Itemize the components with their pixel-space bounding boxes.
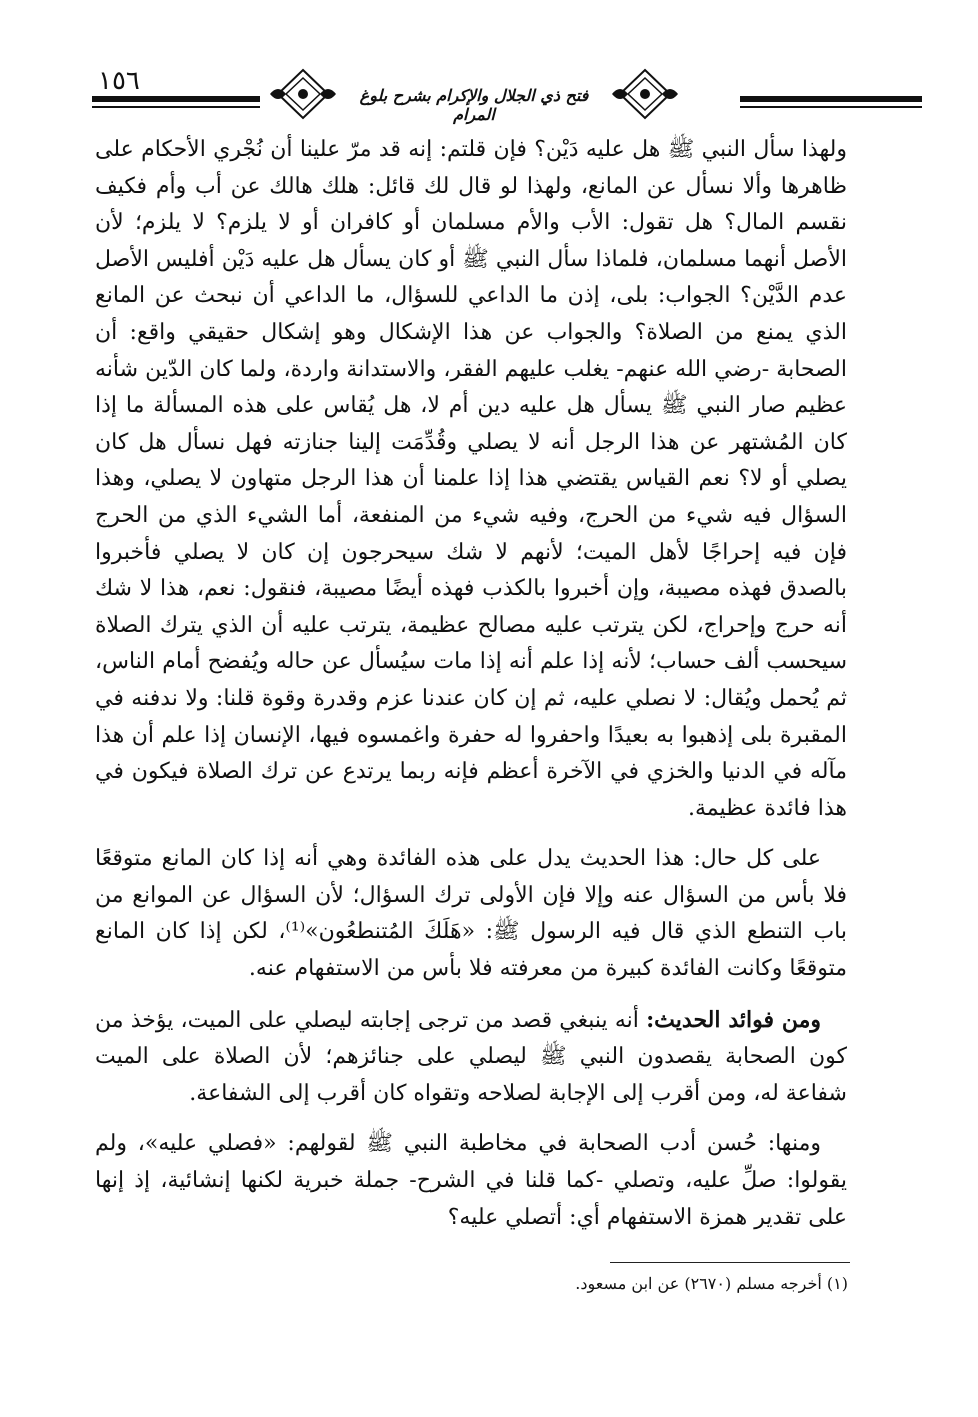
footnote: (١) أخرجه مسلم (٢٦٧٠) عن ابن مسعود. xyxy=(575,1274,848,1293)
section-term: ومن فوائد الحديث: xyxy=(646,1006,821,1033)
paragraph-3 xyxy=(95,1002,847,1113)
ornament-left-icon xyxy=(268,66,338,122)
paragraph-1: ولهذا سأل النبي ﷺ هل عليه دَيْن؟ فإن قلتم: إنه قد مرّ علينا أن نُجْري الأحكام على ظاهرها وألا نسأل عن المانع، ولهذا لو قال لك قائل: هلك هالك عن أب وأم فكيف نقسم المال؟ هل تقول: الأب والأم مسلمان أو كافران أو لا يلزم؟ لا يلزم؛ لأن الأصل أنهما مسلمان، فلماذا سأل النبي ﷺ أو كان يسأل هل عليه دَيْن أفليس الأصل عدم الدَّيْن؟ الجواب: بلى، إذن ما الداعي للسؤال، ما الداعي أن نبحث عن المانع الذي يمنع من الصلاة؟ والجواب عن هذا الإشكال وهو إشكال حقيقي واقع: أن الصحابة -رضي الله عنهم- يغلب عليهم الفقر، والاستدانة واردة، ولما كان الدّين شأنه عظيم صار النبي ﷺ يسأل هل عليه دين أم لا، هل يُقاس على هذه المسألة ما إذا كان المُشتهر عن هذا الرجل أنه لا يصلي وقُدِّمَت إلينا جنازته فهل نسأل هل كان يصلي أو لا؟ نعم القياس يقتضي هذا إذا علمنا أن هذا الرجل متهاون لا يصلي، وهذا السؤال فيه شيء من الحرج، وفيه شيء من المنفعة، أما الشيء الذي من الحرج فإن فيه إحراجًا لأهل الميت؛ لأنهم لا شك سيحرجون إن كان لا يصلي فأخبروا بالصدق فهذه مصيبة، وإن أخبروا بالكذب فهذه أيضًا مصيبة، فنقول: نعم، هذا لا شك أنه حرج وإحراج، لكن يترتب عليه مصالح عظيمة، يترتب عليه أن الذي يترك الصلاة سيحسب ألف حساب؛ لأنه إذا علم أنه إذا مات سيُسأل عن حاله ويُفضح أمام الناس، ثم يُحمل ويُقال: لا نصلي عليه، ثم إن كان عندنا عزم وقدرة وقوة قلنا: ولا ندفنه في المقبرة بلى إذهبوا به بعيدًا واحفروا له حفرة واغمسوه فيها، الإنسان إذا علم أن هذا مآله في الدنيا والخزي في الآخرة أعظم فإنه ربما يرتدع عن ترك الصلاة فيكون في هذا فائدة عظيمة. xyxy=(95,137,848,821)
body-text xyxy=(95,132,847,1250)
paragraph-2: على كل حال: هذا الحديث يدل على هذه الفائدة وهي أنه إذا كان المانع متوقعًا فلا بأس من السؤال عنه وإلا فإن الأولى ترك السؤال؛ لأن السؤال عن الموانع من باب التنطع الذي قال فيه الرسول ﷺ: «هَلَكَ المُتنطعُون»⁽¹⁾، لكن إذا كان المانع متوقعًا وكانت الفائدة كبيرة من معرفته فلا بأس من الاستفهام عنه. xyxy=(95,846,847,982)
footnote-rule xyxy=(610,1262,850,1263)
paragraph-4: ومنها: حُسن أدب الصحابة في مخاطبة النبي ﷺ لقولهم: «فصلي عليه»، ولم يقولوا: صلِّ عليه، وتصلي -كما قلنا في الشرح- جملة خبرية لكنها إنشائية، إذ إنها على تقدير همزة الاستفهام أي: أتصلي عليه؟ xyxy=(95,1131,847,1230)
running-title: فتح ذي الجلال والإكرام بشرح بلوغ المرام xyxy=(359,86,589,124)
paragraph-3-text: أنه ينبغي قصد من ترجى إجابته ليصلي على الميت، يؤخذ من كون الصحابة يقصدون النبي ﷺ ليصلي على جنائزهم؛ لأن الصلاة على الميت شفاعة له، ومن أقرب إلى الإجابة لصلاحه وتقواه كان أقرب إلى الشفاعة. xyxy=(95,1007,847,1106)
ornament-right-icon xyxy=(610,66,680,122)
page-number: ١٥٦ xyxy=(98,66,140,96)
